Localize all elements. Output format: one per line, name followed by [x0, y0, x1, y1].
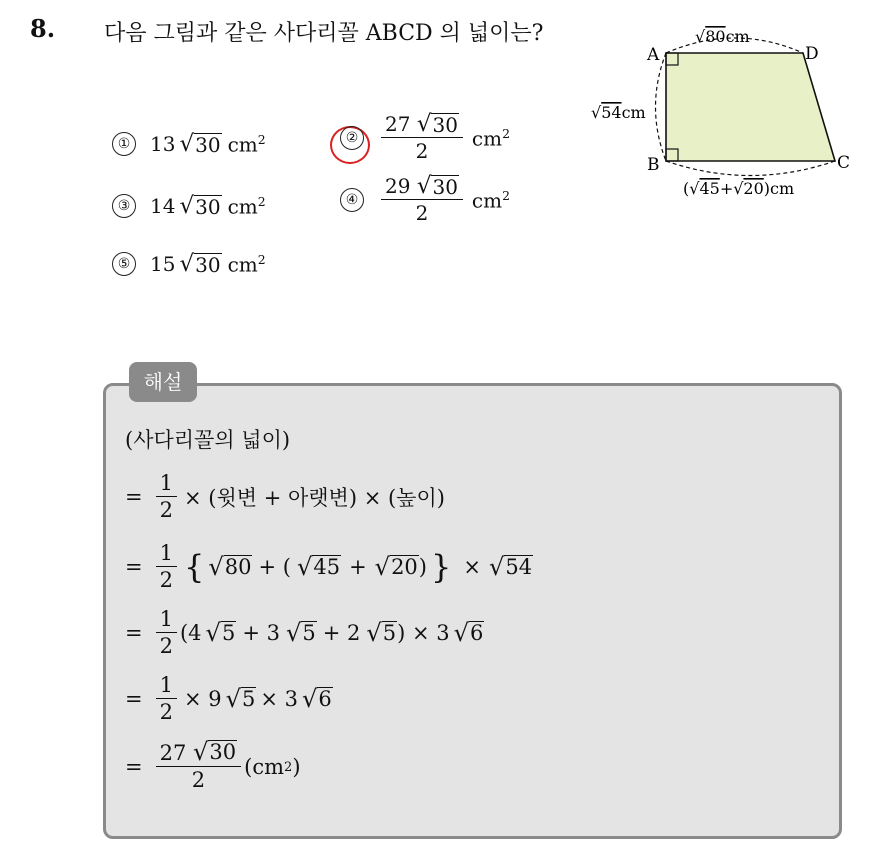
unit: $cm^2$	[471, 125, 510, 151]
sqrt: √ 30	[179, 250, 221, 277]
choice-5[interactable]	[112, 252, 266, 277]
choice-symbol: ②	[340, 126, 364, 150]
trapezoid-shape	[666, 53, 835, 161]
choice-symbol: ④	[340, 188, 364, 212]
solution-line-3: = $\frac{1}{2}$ { √ 80 + ( √ 45 + √ 20 ) } × √ 54	[125, 541, 533, 593]
trapezoid-figure	[585, 18, 875, 208]
sqrt: √ 30	[179, 130, 221, 157]
solution-line-2: = $\frac{1}{2}$ × (윗변 + 아랫변) × (높이)	[125, 471, 445, 523]
vertex-b: B	[647, 155, 660, 175]
left-length: √54cm	[591, 103, 646, 122]
choice-3[interactable]	[112, 194, 266, 219]
question-number: 8.	[30, 14, 56, 43]
choice-symbol: ⑤	[112, 252, 136, 276]
bottom-dim-arc	[666, 161, 835, 176]
choice-symbol: ①	[112, 132, 136, 156]
top-length: √80cm	[695, 27, 750, 46]
unit: $cm^2$	[227, 252, 266, 277]
bottom-length: (√45+√20)cm	[683, 179, 795, 198]
fraction: 27 √ 30 2	[381, 112, 463, 164]
vertex-d: D	[805, 44, 819, 64]
left-dim-arc	[656, 53, 667, 161]
unit: $cm^2$	[227, 132, 266, 157]
solution-label: 해설	[129, 362, 197, 402]
choice-coef: 15	[150, 252, 176, 277]
unit: $cm^2$	[227, 194, 266, 219]
choice-coef: 14	[150, 194, 176, 219]
vertex-c: C	[837, 153, 851, 173]
solution-line-6: = 27 √ 30 2 ( cm 2 )	[125, 738, 301, 793]
sqrt: √ 30	[179, 192, 221, 219]
solution-line-1: (사다리꼴의 넓이)	[125, 428, 291, 452]
vertex-a: A	[647, 45, 660, 65]
radicand: 30	[195, 132, 221, 157]
question-text: 다음 그림과 같은 사다리꼴 ABCD 의 넓이는?	[104, 21, 544, 46]
fraction: 29 √ 30 2	[381, 174, 463, 226]
unit: $cm^2$	[471, 187, 510, 213]
solution-line-5: = $\frac{1}{2}$ × 9 √ 5 × 3 √ 6	[125, 673, 332, 725]
choice-1[interactable]	[112, 132, 266, 157]
choice-4[interactable]	[340, 174, 510, 226]
solution-line-4: = $\frac{1}{2}$ (4 √ 5 + 3 √ 5 + 2 √ 5 ) × 3 √ 6	[125, 607, 484, 659]
choice-symbol: ③	[112, 194, 136, 218]
choice-coef: 13	[150, 132, 176, 157]
choice-2[interactable]	[340, 112, 510, 164]
